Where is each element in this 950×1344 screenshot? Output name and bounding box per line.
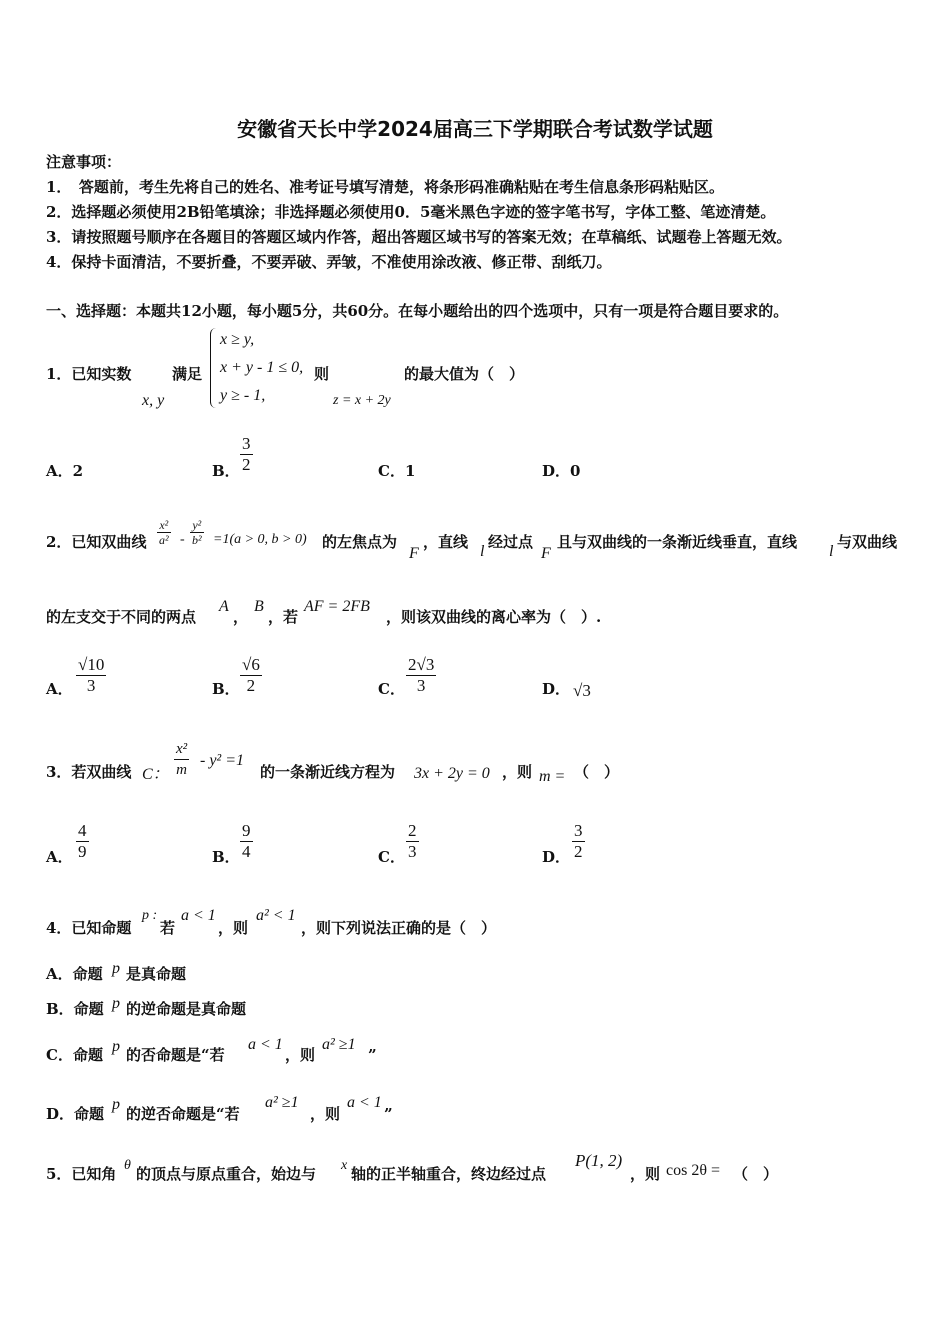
q1-option-a: A．2 <box>46 462 84 480</box>
q2-stem-e: 且与双曲线的一条渐近线垂直，直线 <box>557 533 798 551</box>
q2-option-b-numerator: √6 <box>242 655 260 674</box>
q2-option-a-numerator: √10 <box>78 655 105 674</box>
q4-option-d-p: p <box>112 1096 120 1113</box>
q2-point-f: F <box>541 545 551 562</box>
q4-option-c-a: C．命题 <box>46 1046 103 1064</box>
q2-option-c-label: C． <box>378 680 405 698</box>
q3-stem-c: ，则 <box>502 763 533 781</box>
q2-stem-c: ，直线 <box>423 533 469 551</box>
q2-option-b-label: B． <box>212 680 240 698</box>
q3-option-a-numerator: 4 <box>78 821 87 840</box>
q3-asymptote: 3x + 2y = 0 <box>414 765 490 782</box>
q2-option-a-label: A． <box>46 680 73 698</box>
q4-stem-b: 若 <box>160 919 176 937</box>
q4-option-b-b: 的逆命题是真命题 <box>126 1000 247 1018</box>
q2-line-l: l <box>480 543 485 560</box>
notice-item-2: 2．选择题必须使用2B铅笔填涂；非选择题必须使用0．5毫米黑色字迹的签字笔书写，字体工整、笔迹清楚。 <box>46 203 776 221</box>
q4-option-c-c: ，则 <box>285 1046 316 1064</box>
q3-option-d-label: D． <box>542 848 571 866</box>
q2-option-b-denominator: 2 <box>240 675 262 696</box>
q3-option-b-denominator: 4 <box>242 842 251 861</box>
q2-option-a-fraction <box>76 655 106 696</box>
q1-stem-a: 1．已知实数 <box>46 365 132 383</box>
q4-option-c-p: p <box>112 1038 120 1055</box>
q3-equation-rest: - y² =1 <box>200 752 245 769</box>
q1-option-b-label: B． <box>212 462 240 480</box>
q3-option-d-denominator: 2 <box>574 842 583 861</box>
q3-stem-d: （ ） <box>574 763 620 781</box>
q5-cos-expression: cos 2θ = <box>666 1162 721 1179</box>
q3-numerator: x² <box>176 741 188 757</box>
q4-stem-a: 4．已知命题 <box>46 919 132 937</box>
q1-stem-d: 的最大值为（ ） <box>404 365 525 383</box>
q3-denominator: m <box>174 759 189 780</box>
q5-stem-c: 轴的正半轴重合，终边经过点 <box>351 1165 547 1183</box>
q4-option-b-a: B．命题 <box>46 1000 104 1018</box>
q3-option-b-fraction <box>240 821 253 862</box>
q4-condition-1: a < 1 <box>181 907 216 924</box>
q2-option-d-label: D． <box>542 680 571 698</box>
q2-vector-equation: AF = 2FB <box>304 598 370 615</box>
q3-option-c-label: C． <box>378 848 405 866</box>
q4-option-d-math-1: a² ≥1 <box>265 1094 299 1111</box>
q5-point-p: P(1, 2) <box>575 1151 623 1170</box>
page-title: 安徽省天长中学2024届高三下学期联合考试数学试题 <box>237 117 713 141</box>
q3-m-variable: m = <box>539 768 566 785</box>
q4-condition-2: a² < 1 <box>256 907 296 924</box>
q1-constraint-2: x + y - 1 ≤ 0, <box>220 359 304 376</box>
q2-stem-f: 与双曲线 <box>837 533 898 551</box>
q2-minus: - <box>180 532 185 547</box>
q5-stem-d: ，则 <box>630 1165 661 1183</box>
q2-line2-b: ，若 <box>268 608 299 626</box>
q2-y-fraction <box>190 518 204 547</box>
q4-proposition-p: p : <box>142 908 158 923</box>
q4-stem-d: ，则下列说法正确的是（ ） <box>301 919 497 937</box>
q2-y-denominator: b² <box>192 533 202 547</box>
q4-option-c-math-2: a² ≥1 <box>322 1036 356 1053</box>
notice-item-1: 1． 答题前，考生先将自己的姓名、准考证号填写清楚，将条形码准确粘贴在考生信息条形码粘贴区。 <box>46 178 724 196</box>
notice-heading: 注意事项： <box>46 153 122 171</box>
q1-option-b-denominator: 2 <box>242 455 251 474</box>
q4-option-d-a: D．命题 <box>46 1105 105 1123</box>
q1-constraint-1: x ≥ y, <box>220 331 255 348</box>
q3-stem-a: 3．若双曲线 <box>46 763 132 781</box>
q2-option-b-fraction <box>240 655 262 696</box>
q4-option-c-d: ” <box>368 1046 377 1064</box>
q4-option-b-p: p <box>112 995 120 1012</box>
q3-curve-name: C： <box>142 766 169 783</box>
q5-stem-a: 5．已知角 <box>46 1165 117 1183</box>
q4-option-a-a: A．命题 <box>46 965 103 983</box>
q2-x-fraction <box>157 518 171 547</box>
q2-line-l-2: l <box>829 543 834 560</box>
q1-constraint-3: y ≥ - 1, <box>220 387 266 404</box>
q3-option-c-denominator: 3 <box>408 842 417 861</box>
q1-option-b-numerator: 3 <box>242 434 251 453</box>
q1-stem-c: 则 <box>314 365 330 383</box>
q1-stem-b: 满足 <box>172 365 203 383</box>
q2-point-a: A <box>219 598 229 615</box>
q1-option-d: D．0 <box>542 462 581 480</box>
q4-option-d-c: ，则 <box>310 1105 341 1123</box>
q4-stem-c: ，则 <box>218 919 249 937</box>
q5-theta: θ <box>124 1158 131 1173</box>
q3-option-b-label: B． <box>212 848 240 866</box>
q2-comma: ， <box>233 608 249 626</box>
q2-stem-b: 的左焦点为 <box>322 533 398 551</box>
q2-stem-d: 经过点 <box>488 533 534 551</box>
notice-item-3: 3．请按照题号顺序在各题目的答题区域内作答，超出答题区域书写的答案无效；在草稿纸、试题卷上答题无效。 <box>46 228 792 246</box>
q5-stem-b: 的顶点与原点重合，始边与 <box>136 1165 317 1183</box>
q2-stem-a: 2．已知双曲线 <box>46 533 147 551</box>
q3-stem-b: 的一条渐近线方程为 <box>260 763 396 781</box>
q2-condition: =1(a > 0, b > 0) <box>213 532 307 547</box>
q3-option-a-label: A． <box>46 848 73 866</box>
q3-option-a-fraction <box>76 821 89 862</box>
q3-option-d-numerator: 3 <box>574 821 583 840</box>
q5-stem-e: （ ） <box>733 1165 779 1183</box>
q1-option-b-fraction <box>240 434 253 475</box>
q2-option-c-fraction <box>406 655 436 696</box>
q4-option-d-d: ” <box>384 1105 393 1123</box>
q1-brace <box>210 328 219 408</box>
q4-option-c-b: 的否命题是“若 <box>126 1046 225 1064</box>
q3-option-a-denominator: 9 <box>78 842 87 861</box>
q2-y-numerator: y² <box>192 518 202 532</box>
q3-option-c-fraction <box>406 821 419 862</box>
q3-option-c-numerator: 2 <box>408 821 417 840</box>
q4-option-a-b: 是真命题 <box>126 965 187 983</box>
q1-variables: x, y <box>142 392 165 409</box>
q2-x-numerator: x² <box>159 518 169 532</box>
q2-option-c-denominator: 3 <box>406 675 436 696</box>
q1-objective: z = x + 2y <box>333 393 391 408</box>
q2-x-denominator: a² <box>159 533 169 547</box>
q2-option-c-numerator: 2√3 <box>408 655 435 674</box>
q4-option-a-p: p <box>112 960 120 977</box>
section-heading: 一、选择题：本题共12小题，每小题5分，共60分。在每小题给出的四个选项中，只有一项是符合题目要求的。 <box>46 302 789 320</box>
q5-x-axis: x <box>341 1158 348 1173</box>
q2-option-d-value: √3 <box>573 681 591 700</box>
q2-line2-c: ，则该双曲线的离心率为（ ）. <box>386 608 602 626</box>
q4-option-d-b: 的逆否命题是“若 <box>126 1105 240 1123</box>
q2-focus-f: F <box>409 545 419 562</box>
q4-option-d-math-2: a < 1 <box>347 1094 382 1111</box>
q3-option-d-fraction <box>572 821 585 862</box>
q2-line2-a: 的左支交于不同的两点 <box>46 608 197 626</box>
q3-option-b-numerator: 9 <box>242 821 251 840</box>
q4-option-c-math-1: a < 1 <box>248 1036 283 1053</box>
q2-point-b: B <box>254 598 264 615</box>
q2-option-a-denominator: 3 <box>76 675 106 696</box>
notice-item-4: 4．保持卡面清洁，不要折叠，不要弄破、弄皱，不准使用涂改液、修正带、刮纸刀。 <box>46 253 612 271</box>
q3-fraction <box>174 739 189 780</box>
q1-option-c: C．1 <box>378 462 416 480</box>
